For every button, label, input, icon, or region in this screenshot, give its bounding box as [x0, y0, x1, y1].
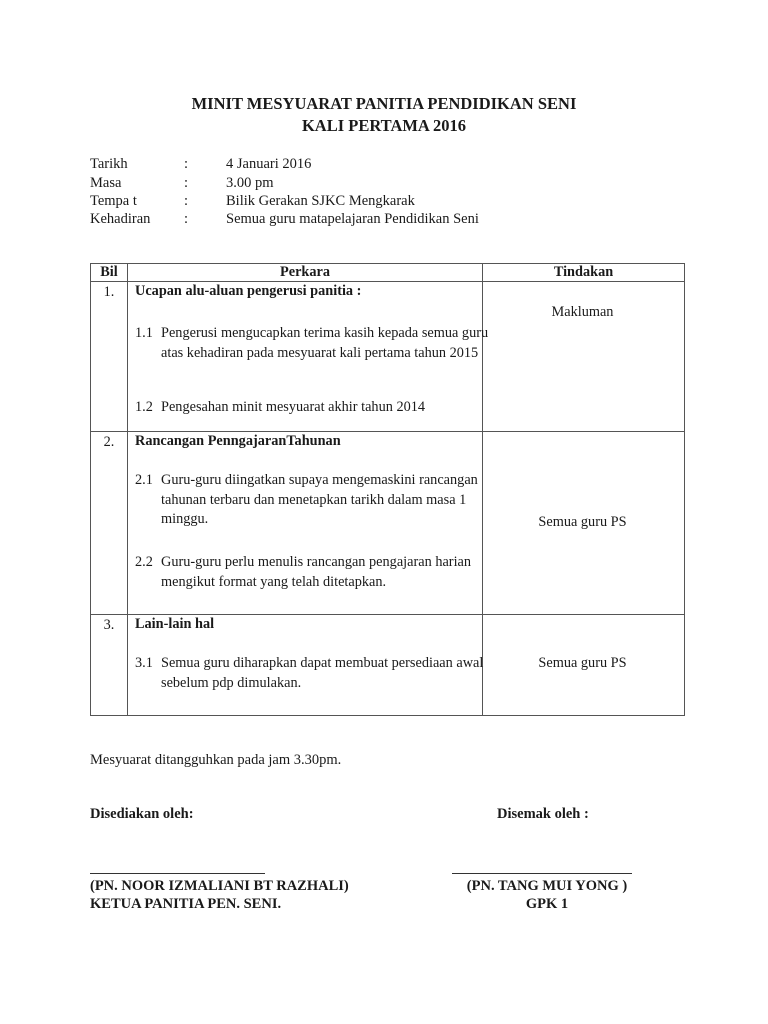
action-text: Makluman — [551, 304, 614, 320]
info-separator: : — [184, 156, 189, 172]
header-bil: Bil — [91, 264, 128, 282]
row-perkara — [128, 432, 483, 615]
table-row — [91, 432, 685, 615]
action-text: Semua guru PS — [538, 514, 627, 530]
minutes-table — [90, 263, 685, 716]
item-text: Semua guru diharapkan dapat membuat persediaan awal sebelum pdp dimulakan. — [161, 655, 484, 691]
prepared-by-name: (PN. NOOR IZMALIANI BT RAZHALI) — [90, 878, 349, 894]
item-text: Pengerusi mengucapkan terima kasih kepada semua guru atas kehadiran pada mesyuarat kali pertama tahun 2015 — [161, 325, 489, 361]
list-item — [135, 398, 501, 418]
list-item — [135, 471, 501, 530]
row-number: 2. — [91, 432, 128, 615]
item-number: 3.1 — [135, 655, 153, 671]
item-number: 1.2 — [135, 399, 153, 415]
item-number: 2.2 — [135, 554, 153, 570]
info-separator: : — [184, 211, 189, 227]
info-value-attendance: Semua guru matapelajaran Pendidikan Seni — [226, 211, 479, 227]
checked-by-name: (PN. TANG MUI YONG ) — [466, 878, 628, 894]
row-heading: Ucapan alu-aluan pengerusi panitia : — [135, 283, 362, 299]
table-row — [91, 615, 685, 716]
info-value-time: 3.00 pm — [226, 175, 274, 191]
row-number: 3. — [91, 615, 128, 716]
info-value-date: 4 Januari 2016 — [226, 156, 312, 172]
row-heading: Lain-lain hal — [135, 616, 215, 632]
header-perkara: Perkara — [128, 264, 483, 282]
row-perkara — [128, 282, 489, 432]
list-item — [135, 324, 501, 363]
row-number: 1. — [91, 282, 128, 432]
document-title: MINIT MESYUARAT PANITIA PENDIDIKAN SENI — [191, 94, 577, 113]
action-text: Semua guru PS — [538, 655, 627, 671]
row-perkara — [128, 615, 483, 716]
header-tindakan: Tindakan — [483, 264, 685, 282]
prepared-by-label: Disediakan oleh: — [90, 806, 194, 822]
item-number: 2.1 — [135, 472, 153, 488]
list-item — [135, 553, 501, 592]
list-item — [135, 654, 501, 693]
info-label-place: Tempa t — [90, 193, 137, 209]
info-label-attendance: Kehadiran — [90, 211, 151, 227]
checked-by-label: Disemak oleh : — [497, 806, 589, 822]
info-value-place: Bilik Gerakan SJKC Mengkarak — [226, 193, 415, 209]
signature-line-left — [90, 873, 265, 874]
prepared-by-position: KETUA PANITIA PEN. SENI. — [90, 896, 282, 912]
table-row — [91, 282, 685, 432]
table-header-row — [91, 264, 685, 282]
info-separator: : — [184, 175, 189, 191]
item-number: 1.1 — [135, 325, 153, 341]
item-text: Pengesahan minit mesyuarat akhir tahun 2014 — [161, 399, 426, 415]
info-label-date: Tarikh — [90, 156, 128, 172]
row-tindakan — [483, 432, 685, 615]
info-separator: : — [184, 193, 189, 209]
row-heading: Rancangan PenngajaranTahunan — [135, 433, 341, 449]
adjournment-note: Mesyuarat ditangguhkan pada jam 3.30pm. — [90, 752, 342, 768]
info-label-time: Masa — [90, 175, 122, 191]
item-text: Guru-guru diingatkan supaya mengemaskini rancangan tahunan terbaru dan menetapkan tarikh dalam masa 1 minggu. — [161, 472, 478, 527]
document-subtitle: KALI PERTAMA 2016 — [301, 116, 467, 135]
signature-line-right — [452, 873, 632, 874]
item-text: Guru-guru perlu menulis rancangan pengajaran harian mengikut format yang telah ditetapkan. — [161, 554, 472, 590]
checked-by-position: GPK 1 — [525, 896, 569, 912]
row-tindakan — [483, 282, 685, 432]
row-tindakan — [483, 615, 685, 716]
